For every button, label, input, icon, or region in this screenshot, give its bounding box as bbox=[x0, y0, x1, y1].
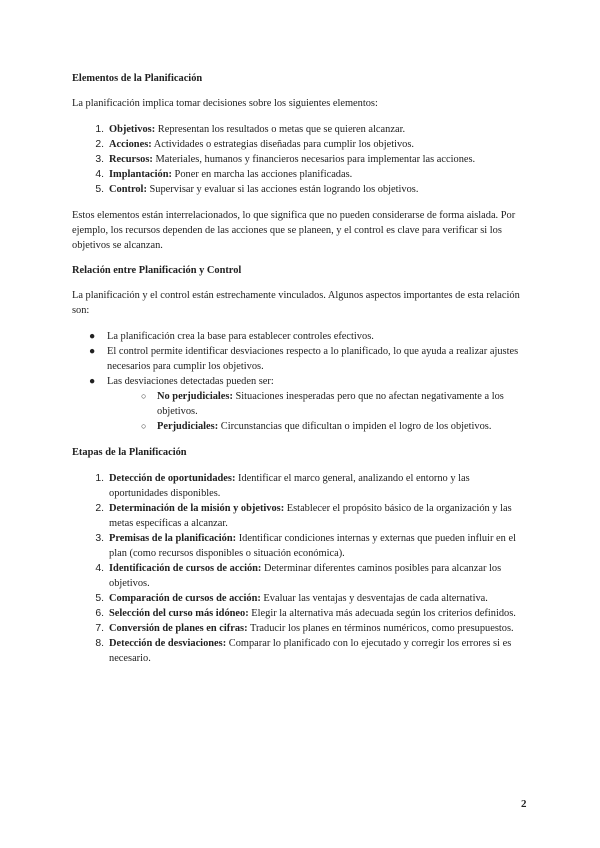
list-item: 8. Detección de desviaciones: Comparar lo planificado con lo ejecutado y corregir los errores si es necesario. bbox=[95, 638, 512, 664]
item-text: Representan los resultados o metas que se quieren alcanzar. bbox=[155, 124, 406, 135]
section-intro: La planificación y el control están estrechamente vinculados. Algunos aspectos importantes de esta relación son: bbox=[72, 290, 520, 316]
section-closing-paragraph: Estos elementos están interrelacionados, lo que significa que no pueden considerarse de forma aislada. Por ejemplo, los recursos dependen de las acciones que se planeen, y el control es clave para verificar si los objetivos se alcanzan. bbox=[72, 210, 516, 251]
list-item: 3. Recursos: Materiales, humanos y financieros necesarios para implementar las acciones. bbox=[95, 154, 476, 165]
list-item: ● La planificación crea la base para establecer controles efectivos. bbox=[89, 331, 374, 342]
hollow-bullet-icon: ○ bbox=[141, 421, 147, 431]
page-number: 2 bbox=[521, 798, 527, 810]
item-term: Acciones: bbox=[109, 139, 152, 150]
list-item: 4. Identificación de cursos de acción: Determinar diferentes caminos posibles para alcanzar los objetivos. bbox=[95, 563, 502, 589]
page-content bbox=[72, 71, 530, 666]
list-item: 1. Detección de oportunidades: Identificar el marco general, analizando el entorno y las oportunidades disponibles. bbox=[95, 473, 470, 499]
list-item: 6. Selección del curso más idóneo: Elegir la alternativa más adecuada según los criterios definidos. bbox=[95, 608, 516, 619]
section-intro: La planificación implica tomar decisiones sobre los siguientes elementos: bbox=[72, 98, 378, 109]
item-text: Circunstancias que dificultan o impiden el logro de los objetivos. bbox=[218, 421, 492, 432]
numbered-list-etapas bbox=[72, 471, 530, 666]
item-text: Actividades o estrategias diseñadas para cumplir los objetivos. bbox=[151, 139, 415, 150]
item-term: Detección de desviaciones: bbox=[109, 638, 227, 649]
item-term: Conversión de planes en cifras: bbox=[109, 623, 248, 634]
item-text: Establecer el propósito básico de la organización y las metas específicas a alcanzar. bbox=[109, 503, 512, 529]
list-item: 5. Comparación de cursos de acción: Evaluar las ventajas y desventajas de cada alternativa. bbox=[95, 593, 488, 604]
item-text: Determinar diferentes caminos posibles para alcanzar los objetivos. bbox=[109, 563, 502, 589]
item-text: Situaciones inesperadas pero que no afectan negativamente a los objetivos. bbox=[157, 391, 504, 417]
section-title-relacion: Relación entre Planificación y Control bbox=[72, 265, 242, 276]
list-item: ● Las desviaciones detectadas pueden ser: ○ No perjudiciales: Situaciones inesperadas pero que no afectan negativamente a los objetivos. ○ Perjudiciales: Circunstancias que dificultan o impiden el logro de los objetivos. bbox=[72, 374, 530, 434]
item-term: Perjudiciales: bbox=[157, 421, 219, 432]
item-text: Supervisar y evaluar si las acciones están logrando los objetivos. bbox=[146, 184, 419, 195]
item-text: Comparar lo planificado con lo ejecutado y corregir los errores si es necesario. bbox=[109, 638, 512, 664]
item-term: Selección del curso más idóneo: bbox=[109, 608, 249, 619]
item-term: Premisas de la planificación: bbox=[109, 533, 237, 544]
item-term: Objetivos: bbox=[109, 124, 156, 135]
list-item: 2. Determinación de la misión y objetivos: Establecer el propósito básico de la organización y las metas específicas a alcanzar. bbox=[95, 503, 512, 529]
section-title-elementos: Elementos de la Planificación bbox=[72, 73, 203, 84]
section-title-etapas: Etapas de la Planificación bbox=[72, 447, 187, 458]
item-term: Determinación de la misión y objetivos: bbox=[109, 503, 285, 514]
item-text: Poner en marcha las acciones planificadas. bbox=[171, 169, 353, 180]
sub-bullet-list bbox=[107, 389, 530, 434]
list-item: 3. Premisas de la planificación: Identificar condiciones internas y externas que pueden influir en el plan (como recursos disponibles o situación económica). bbox=[95, 533, 516, 559]
item-term: Implantación: bbox=[109, 169, 172, 180]
item-text: Evaluar las ventajas y desventajas de cada alternativa. bbox=[260, 593, 488, 604]
item-text: Materiales, humanos y financieros necesarios para implementar las acciones. bbox=[152, 154, 476, 165]
item-term: Identificación de cursos de acción: bbox=[109, 563, 262, 574]
bullet-list-relacion bbox=[72, 329, 530, 434]
list-item: 1. Objetivos: Representan los resultados o metas que se quieren alcanzar. bbox=[95, 124, 406, 135]
item-term: Control: bbox=[109, 184, 147, 195]
bullet-icon: ● bbox=[89, 376, 96, 387]
item-text: Elegir la alternativa más adecuada según los criterios definidos. bbox=[248, 608, 516, 619]
sub-list-item bbox=[107, 419, 530, 434]
hollow-bullet-icon: ○ bbox=[141, 391, 147, 401]
item-term: Detección de oportunidades: bbox=[109, 473, 236, 484]
item-text: Identificar condiciones internas y externas que pueden influir en el plan (como recursos disponibles o situación económica). bbox=[109, 533, 516, 559]
bullet-icon: ● bbox=[89, 331, 96, 342]
item-term: Recursos: bbox=[109, 154, 153, 165]
item-term: No perjudiciales: bbox=[157, 391, 233, 402]
item-term: Comparación de cursos de acción: bbox=[109, 593, 261, 604]
item-text: Traducir los planes en términos numéricos, como presupuestos. bbox=[247, 623, 514, 634]
list-item: ● El control permite identificar desviaciones respecto a lo planificado, lo que ayuda a realizar ajustes necesarios para cumplir los objetivos. bbox=[89, 346, 519, 372]
list-item: 4. Implantación: Poner en marcha las acciones planificadas. bbox=[95, 169, 353, 180]
numbered-list-elementos bbox=[72, 122, 530, 197]
sub-list-item bbox=[107, 389, 530, 419]
bullet-icon: ● bbox=[89, 346, 96, 357]
list-item: 5. Control: Supervisar y evaluar si las acciones están logrando los objetivos. bbox=[95, 184, 419, 195]
list-item: 2. Acciones: Actividades o estrategias diseñadas para cumplir los objetivos. bbox=[95, 139, 415, 150]
item-text: Identificar el marco general, analizando el entorno y las oportunidades disponibles. bbox=[109, 473, 470, 499]
list-item: 7. Conversión de planes en cifras: Traducir los planes en términos numéricos, como presupuestos. bbox=[95, 623, 514, 634]
